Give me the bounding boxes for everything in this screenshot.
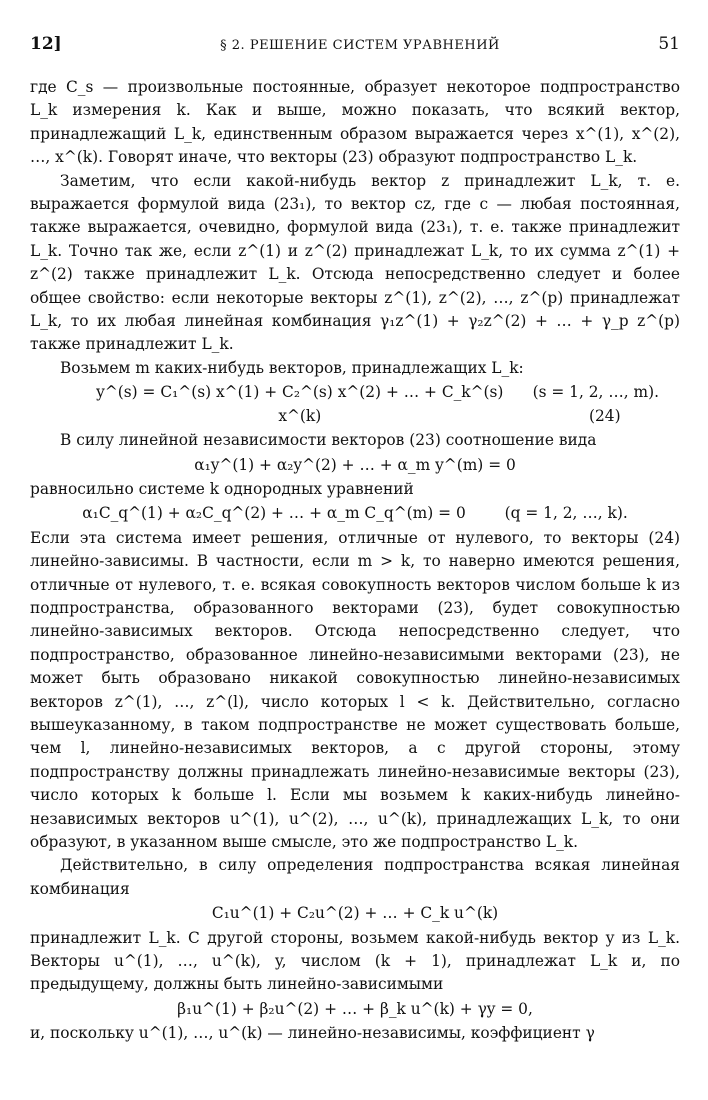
equation-body: α₁C_q^(1) + α₂C_q^(2) + … + α_m C_q^(m) = 0 [82,504,466,523]
equation-beta: β₁u^(1) + β₂u^(2) + … + β_k u^(k) + γy = 0, [177,999,533,1018]
paragraph: Возьмем m каких-нибудь векторов, принадлежащих L_k: [60,358,524,377]
equation-body: y^(s) = C₁^(s) x^(1) + C₂^(s) x^(2) + … + C_k^(s) x^(k) [96,383,504,425]
paragraph: Действительно, в силу определения подпространства всякая линейная комбинация [30,856,680,898]
section-number: 12] [30,34,62,54]
equation-condition: (q = 1, 2, …, k). [504,504,628,523]
paragraph: Заметим, что если какой-нибудь вектор z принадлежит L_k, т. е. выражается формулой вида (23₁), то вектор cz, где c — любая постоянная, также выражается, очевидно, формулой вида (23₁), т. е. также принадлежит L_k. Точно так же, если z^(1) и z^(2) принадлежат L_k, то их сумма z^(1) + z^(2) также принадлежит L_k. Отсюда непосредственно следует и более общее свойство: если некоторые векторы z^(1), z^(2), …, z^(p) принадлежат L_k, то их любая линейная комбинация γ₁z^(1) + γ₂z^(2) + … + γ_p z^(p) также принадлежит L_k. [30,171,680,354]
equation-24 [30,381,680,428]
equation-combination: α₁y^(1) + α₂y^(2) + … + α_m y^(m) = 0 [194,455,516,474]
paragraph: и, поскольку u^(1), …, u^(k) — линейно-независимы, коэффициент γ [30,1024,595,1043]
paragraph: равносильно системе k однородных уравнений [30,479,414,498]
paragraph: принадлежит L_k. С другой стороны, возьмем какой-нибудь вектор y из L_k. Векторы u^(1), …, u^(k), y, числом (k + 1), принадлежат L_k и, по предыдущему, должны быть линейно-зависимыми [30,928,680,994]
page-number: 51 [658,34,680,54]
equation-system [30,502,680,525]
paragraph: Если эта система имеет решения, отличные от нулевого, то векторы (24) линейно-зависимы. В частности, если m > k, то наверно имеются решения, отличные от нулевого, т. е. всякая совокупность векторов числом больше k из подпространства, образованного векторами (23), будет совокупностью линейно-зависимых векторов. Отсюда непосредственно следует, что подпространство, образованное линейно-независимыми векторами (23), не может быть образовано никакой совокупностью линейно-независимых векторов z^(1), …, z^(l), число которых l < k. Действительно, согласно вышеуказанному, в таком подпространстве не может существовать больше, чем l, линейно-независимых векторов, а с другой стороны, этому подпространству должны принадлежать линейно-независимые векторы (23), число которых k больше l. Если мы возьмем k каких-нибудь линейно-независимых векторов u^(1), u^(2), …, u^(k), принадлежащих L_k, то они образуют, в указанном выше смысле, это же подпространство L_k. [30,528,680,851]
equation-condition: (s = 1, 2, …, m). [532,383,659,402]
running-header [30,34,680,64]
paragraph: В силу линейной независимости векторов (23) соотношение вида [60,431,597,450]
page-body [30,76,680,1046]
paragraph: где C_s — произвольные постоянные, образует некоторое подпространство L_k измерения k. Как и выше, можно показать, что всякий вектор, принадлежащий L_k, единственным образом выражается через x^(1), x^(2), …, x^(k). Говорят иначе, что векторы (23) образуют подпространство L_k. [30,78,680,167]
running-title: § 2. РЕШЕНИЕ СИСТЕМ УРАВНЕНИЙ [220,38,500,53]
equation-number: (24) [589,406,621,425]
equation-linear-combination: C₁u^(1) + C₂u^(2) + … + C_k u^(k) [211,904,499,923]
